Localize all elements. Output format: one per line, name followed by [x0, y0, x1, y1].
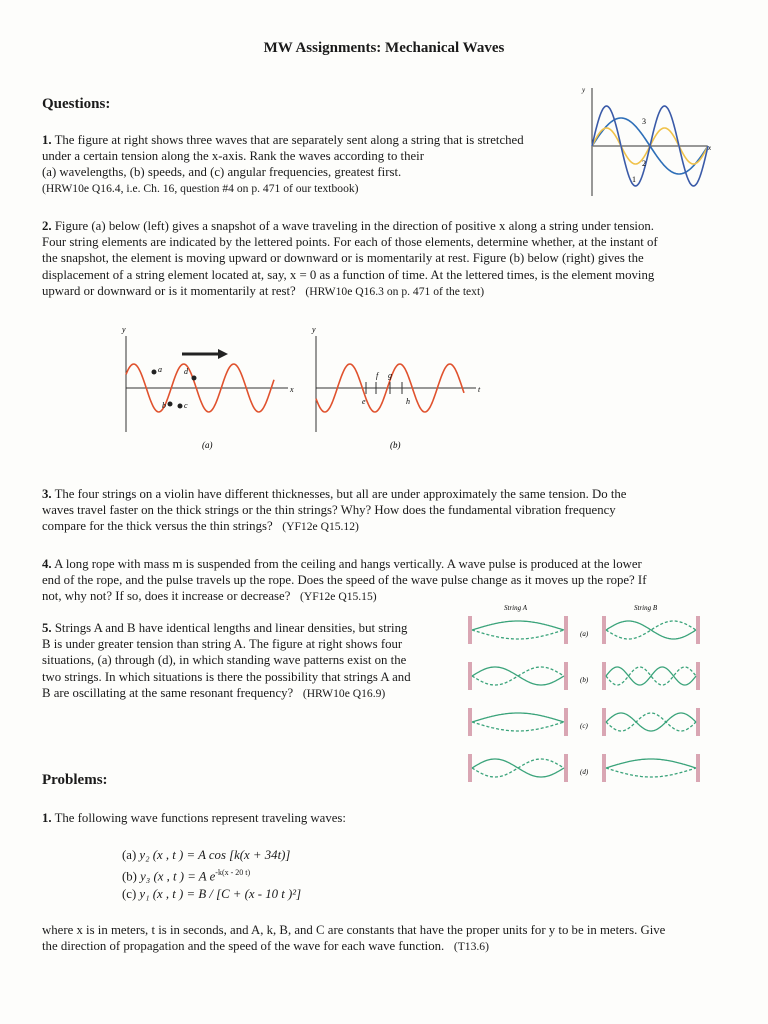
row-a-caption: (a) [580, 630, 589, 638]
point-a-dot [152, 370, 157, 375]
eq-b-label: (b) [122, 869, 137, 884]
p1-ref: (T13.6) [453, 940, 489, 954]
q5-ref: (HRW10e Q16.9) [302, 686, 386, 700]
string-end-wall [468, 754, 472, 782]
standing-wave-envelope [472, 630, 564, 639]
string-end-wall [696, 662, 700, 690]
problem-1-intro [42, 810, 732, 826]
standing-wave-envelope [606, 667, 696, 685]
eq-a-label: (a) [122, 848, 137, 862]
q3-line3: compare for the thick versus the thin strings? [42, 519, 273, 534]
q4-number: 4. [42, 557, 52, 571]
p1-line1: where x is in meters, t is in seconds, and A, k, B, and C are constants that have the proper units for y to be in meters. Give [42, 923, 666, 937]
y-axis-label: y [582, 86, 586, 94]
q3-ref: (YF12e Q15.12) [282, 520, 359, 534]
p1-number: 1. [42, 811, 52, 825]
eq-a-text: y₂ (x , t ) = A cos [k(x + 34t)] [139, 848, 291, 862]
row-d-caption: (d) [580, 768, 589, 776]
standing-wave-envelope [606, 768, 696, 777]
time-f-label: f [376, 371, 379, 380]
x-axis-label: x [708, 144, 712, 152]
questions-heading: Questions: [42, 96, 111, 112]
standing-waves-figure [462, 600, 722, 790]
equation-c [122, 885, 301, 903]
q1-line1: The figure at right shows three waves that are separately sent along a string that is stretched [54, 133, 524, 147]
string-end-wall [696, 616, 700, 644]
point-d-dot [192, 376, 197, 381]
time-g-label: g [388, 371, 392, 380]
fig-a-y-label: y [122, 325, 126, 334]
q3-line2: waves travel faster on the thick strings or the thin strings? Why? How does the fundamental vibration frequency [42, 503, 616, 518]
equation-a [122, 846, 301, 864]
standing-wave-envelope [606, 713, 696, 731]
page-title: MW Assignments: Mechanical Waves [263, 40, 505, 56]
q3-line1: The four strings on a violin have different thicknesses, but all are under approximately the same tension. Do the [54, 487, 627, 501]
point-a-label: a [158, 365, 162, 374]
point-b-dot [168, 402, 173, 407]
question-3 [42, 486, 732, 536]
q2-line1: Figure (a) below (left) gives a snapshot of a wave traveling in the direction of positive x along a string under tension. [54, 219, 654, 233]
q2-line3: the snapshot, the element is moving upward or downward or is momentarily at rest. Figure (b) below (right) gives the [42, 251, 644, 266]
eq-c-text: y₁ (x , t ) = B / [C + (x - 10 t )²] [139, 887, 302, 902]
three-waves-figure [580, 84, 720, 199]
snapshot-wave-figure-a [110, 322, 300, 452]
q1-line2: under a certain tension along the x-axis. Rank the waves according to their [42, 149, 425, 164]
standing-wave-envelope [472, 713, 564, 722]
string-a-label: String A [504, 604, 528, 612]
wave-label-3: 3 [642, 117, 646, 126]
q4-line1: A long rope with mass m is suspended from the ceiling and hangs vertically. A wave pulse is produced at the lower [54, 557, 642, 571]
q5-line3: situations, (a) through (d), in which standing wave patterns exist on the [42, 653, 407, 668]
standing-wave-envelope [472, 759, 564, 777]
point-c-dot [178, 404, 183, 409]
eq-b-exponent: -k(x - 20 t) [215, 868, 251, 877]
time-h-label: h [406, 397, 410, 406]
q3-number: 3. [42, 487, 52, 501]
displacement-time-figure-b [300, 322, 490, 452]
problem-1-instructions [42, 922, 732, 955]
q1-line3: (a) wavelengths, (b) speeds, and (c) angular frequencies, greatest first. [42, 165, 402, 180]
standing-wave-envelope [606, 713, 696, 731]
string-end-wall [602, 754, 606, 782]
arrow-head-icon [218, 349, 228, 359]
q5-number: 5. [42, 621, 52, 635]
string-end-wall [468, 662, 472, 690]
string-b-label: String B [634, 604, 658, 612]
q4-ref: (YF12e Q15.15) [300, 590, 377, 604]
point-c-label: c [184, 401, 188, 410]
question-2 [42, 218, 732, 300]
q2-line4: displacement of a string element located at, say, x = 0 as a function of time. At the lettered times, is the element moving [42, 267, 655, 282]
wave-label-2: 2 [642, 159, 646, 168]
string-end-wall [696, 708, 700, 736]
q5-line2: B is under greater tension than string A. The figure at right shows four [42, 637, 403, 652]
time-e-label: e [362, 397, 366, 406]
eq-c-label: (c) [122, 887, 137, 902]
standing-wave-envelope [606, 621, 696, 639]
p1-line2: the direction of propagation and the speed of the wave for each wave function. [42, 939, 445, 954]
point-d-label: d [184, 367, 188, 376]
string-end-wall [564, 616, 568, 644]
fig-b-y-label: y [312, 325, 316, 334]
string-end-wall [696, 754, 700, 782]
wave-equations [122, 846, 301, 903]
standing-wave-envelope [472, 722, 564, 731]
string-end-wall [564, 708, 568, 736]
q5-line5: B are oscillating at the same resonant frequency? [42, 685, 294, 700]
string-end-wall [564, 662, 568, 690]
question-5 [42, 620, 452, 702]
question-4 [42, 556, 732, 606]
fig-a-x-label: x [290, 385, 294, 394]
standing-wave-envelope [472, 621, 564, 630]
string-end-wall [468, 616, 472, 644]
fig-a-caption: (a) [202, 440, 213, 450]
wave-label-1: 1 [632, 175, 636, 184]
string-end-wall [602, 708, 606, 736]
equation-b [122, 864, 301, 885]
q2-ref: (HRW10e Q16.3 on p. 471 of the text) [305, 284, 485, 298]
row-b-caption: (b) [580, 676, 589, 684]
row-c-caption: (c) [580, 722, 588, 730]
q2-line2: Four string elements are indicated by the lettered points. For each of those elements, determine whether, at the instant of [42, 235, 658, 250]
problems-heading: Problems: [42, 772, 108, 788]
p1-intro: The following wave functions represent traveling waves: [54, 811, 346, 825]
q1-number: 1. [42, 133, 52, 147]
q4-line3: not, why not? If so, does it increase or decrease? [42, 589, 291, 604]
q5-line4: two strings. In which situations is there the possibility that strings A and [42, 669, 411, 684]
fig-b-t-label: t [478, 385, 481, 394]
string-end-wall [468, 708, 472, 736]
standing-wave-envelope [472, 667, 564, 685]
point-b-label: b [162, 401, 166, 410]
q5-line1: Strings A and B have identical lengths and linear densities, but string [54, 621, 408, 635]
q2-line5: upward or downward or is it momentarily at rest? [42, 283, 296, 298]
eq-b-text: y₃ (x , t ) = A e [140, 869, 216, 884]
standing-wave-envelope [606, 759, 696, 768]
standing-wave-rows [468, 616, 700, 782]
string-end-wall [602, 662, 606, 690]
string-end-wall [564, 754, 568, 782]
q4-line2: end of the rope, and the pulse travels up the rope. Does the speed of the wave pulse change as it moves up the rope? If [42, 573, 647, 588]
question-1 [42, 132, 582, 197]
q2-number: 2. [42, 219, 52, 233]
string-end-wall [602, 616, 606, 644]
fig-b-caption: (b) [390, 440, 401, 450]
q1-ref: (HRW10e Q16.4, i.e. Ch. 16, question #4 on p. 471 of our textbook) [42, 181, 359, 195]
